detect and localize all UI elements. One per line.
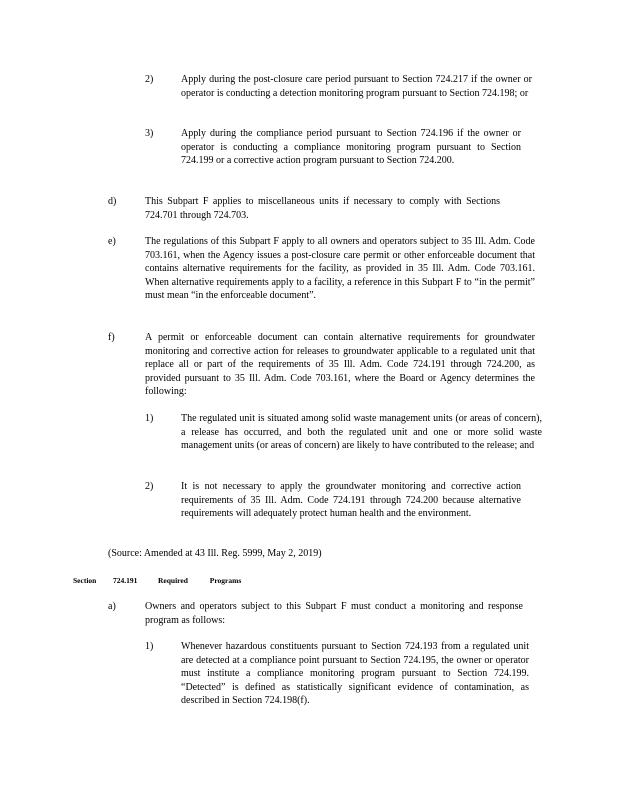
item-f1-label: 1) [145, 413, 154, 424]
section-title: Required Programs [158, 576, 242, 585]
item-f1-text: The regulated unit is situated among solid waste management units (or areas of concern), a release has occurred, and both the regulated unit and one or more solid waste management units (or areas of concern) are likely to have contributed to the release; and [181, 413, 542, 452]
section-number: 724.191 [113, 576, 138, 585]
item-c2-text: Apply during the post-closure care period pursuant to Section 724.217 if the owner or operator is conducting a detection monitoring program pursuant to Section 724.198; or [181, 74, 532, 99]
item-f-text: A permit or enforceable document can contain alternative requirements for groundwater monitoring and corrective action for releases to groundwater applicable to a regulated unit that replace all or part of the requirements of 35 Ill. Adm. Code 724.191 through 724.200, as provided pursuant to 35 Ill. Adm. Code 703.161, where the Board or Agency determines the following: [145, 332, 535, 398]
item-f2-label: 2) [145, 481, 154, 492]
item-c3-label: 3) [145, 128, 154, 139]
item-e-label: e) [108, 236, 116, 247]
item-e-text: The regulations of this Subpart F apply to all owners and operators subject to 35 Ill. Adm. Code 703.161, when the Agency issues a post-closure care permit or other enforceable document that contains alternative requirements for the facility, as provided in 35 Ill. Adm. Code 703.161. When alternative requirements apply to a facility, a reference in this Subpart F to “in the permit” must mean “in the enforceable document”. [145, 236, 535, 302]
item-d-label: d) [108, 196, 117, 207]
item-c2-label: 2) [145, 74, 154, 85]
item-d-text: This Subpart F applies to miscellaneous units if necessary to comply with Sections 724.701 through 724.703. [145, 196, 500, 221]
section-word: Section [73, 576, 97, 585]
item-a-label: a) [108, 601, 116, 612]
source-note: (Source: Amended at 43 Ill. Reg. 5999, May 2, 2019) [108, 548, 322, 559]
item-f2-text: It is not necessary to apply the groundwater monitoring and corrective action requirements of 35 Ill. Adm. Code 724.191 through 724.200 because alternative requirements will adequately protect human health and the environment. [181, 481, 521, 520]
item-c3-text: Apply during the compliance period pursuant to Section 724.196 if the owner or operator is conducting a compliance monitoring program pursuant to Section 724.199 or a corrective action program pursuant to Section 724.200. [181, 128, 521, 167]
item-a1-text: Whenever hazardous constituents pursuant to Section 724.193 from a regulated unit are detected at a compliance point pursuant to Section 724.195, the owner or operator must institute a compliance monitoring program pursuant to Section 724.199. “Detected” is defined as statistically significant evidence of contamination, as described in Section 724.198(f). [181, 641, 529, 707]
item-a1-label: 1) [145, 641, 154, 652]
item-a-text: Owners and operators subject to this Subpart F must conduct a monitoring and response program as follows: [145, 601, 523, 626]
item-f-label: f) [108, 332, 115, 343]
